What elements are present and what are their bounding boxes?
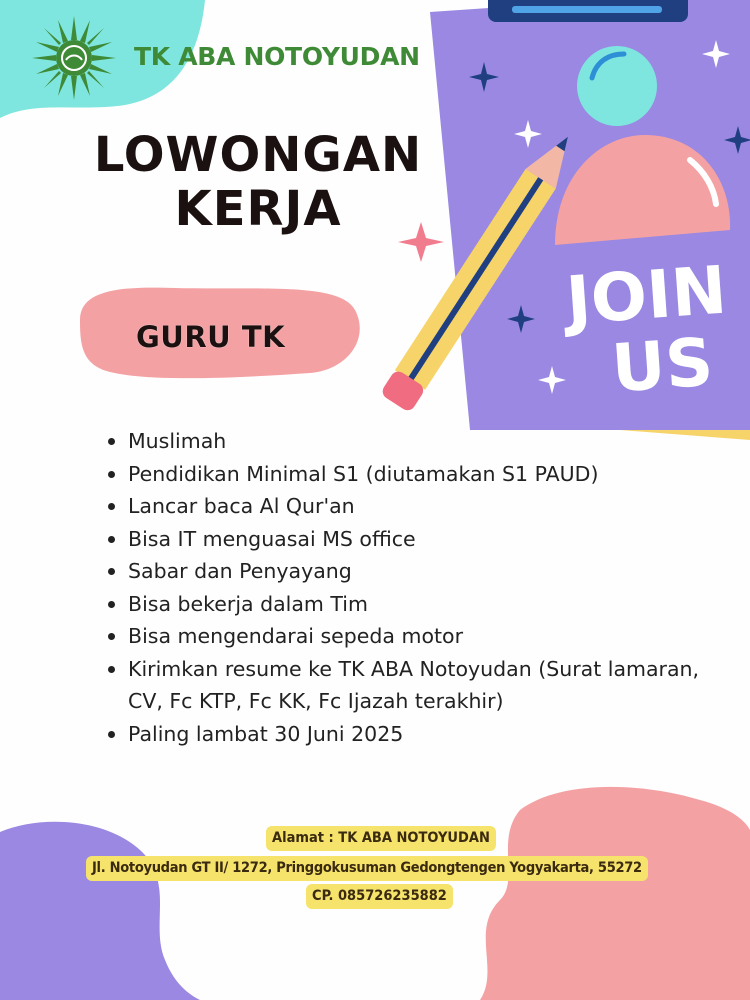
join-text: JOIN (563, 251, 730, 340)
address-street: Jl. Notoyudan GT II/ 1272, Pringgokusuman Gedongtengen Yogyakarta, 55272 (86, 856, 648, 881)
contact-phone: CP. 085726235882 (306, 884, 453, 909)
list-item: Bisa bekerja dalam Tim (104, 588, 704, 621)
list-item: Bisa mengendarai sepeda motor (104, 620, 704, 653)
pink-blob (480, 787, 750, 1000)
list-item: Paling lambat 30 Juni 2025 (104, 718, 704, 751)
list-item: Sabar dan Penyayang (104, 555, 704, 588)
list-item: Pendidikan Minimal S1 (diutamakan S1 PAUD) (104, 458, 704, 491)
requirements-list (104, 425, 704, 750)
title-line-2: KERJA (174, 181, 342, 237)
address-label: Alamat : TK ABA NOTOYUDAN (266, 826, 496, 851)
page-title (78, 128, 438, 236)
position-title: GURU TK (136, 320, 286, 354)
purple-blob (0, 822, 200, 1000)
school-name: TK ABA NOTOYUDAN (134, 42, 420, 71)
list-item: Kirimkan resume ke TK ABA Notoyudan (Surat lamaran, CV, Fc KTP, Fc KK, Fc Ijazah terakhir) (104, 653, 704, 718)
muhammadiyah-logo (30, 14, 118, 102)
bubble-icon (577, 46, 657, 126)
us-text: US (609, 323, 716, 408)
list-item: Lancar baca Al Qur'an (104, 490, 704, 523)
list-item: Muslimah (104, 425, 704, 458)
list-item: Bisa IT menguasai MS office (104, 523, 704, 556)
title-line-1: LOWONGAN (93, 127, 423, 183)
